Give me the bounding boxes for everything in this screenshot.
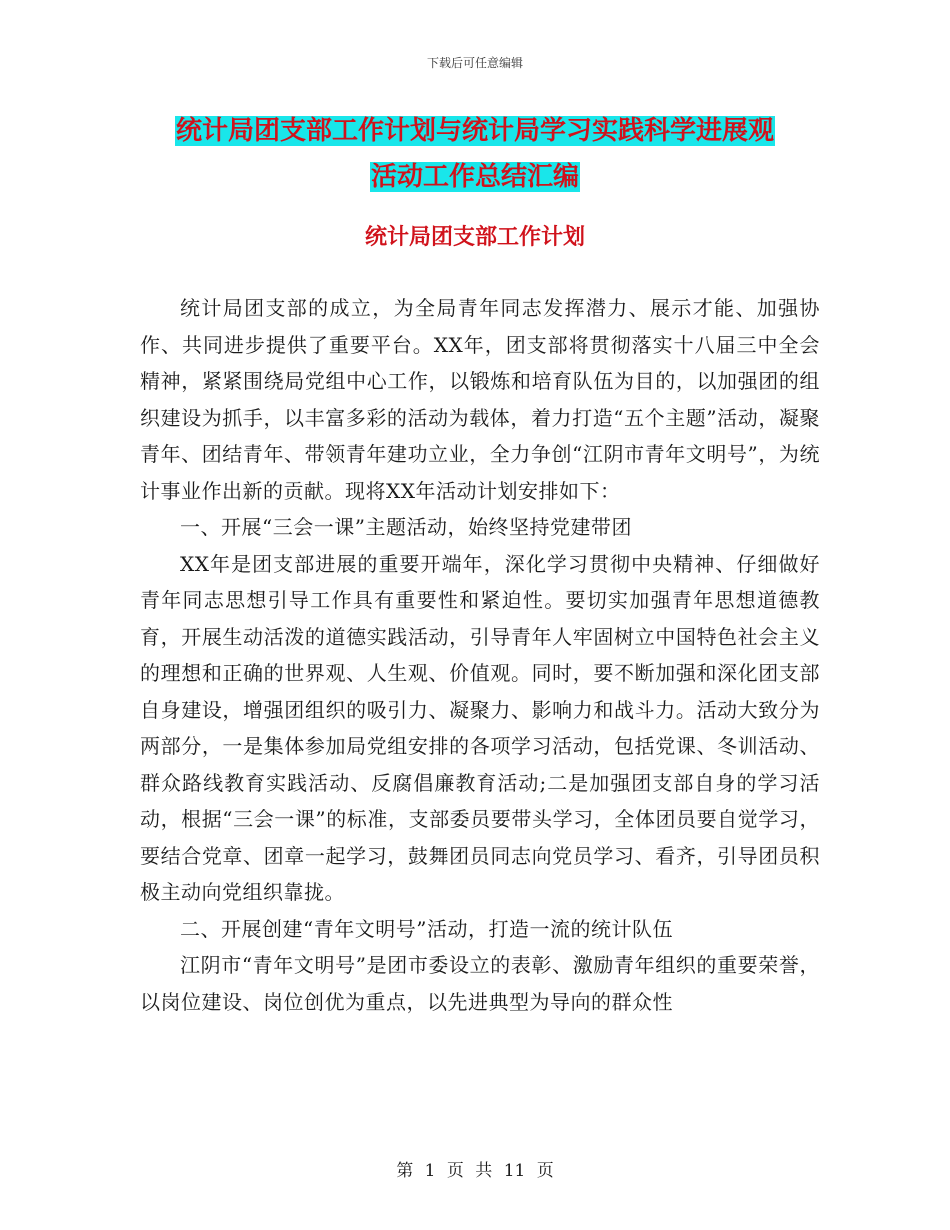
paragraph: 江阴市“青年文明号”是团市委设立的表彰、激励青年组织的重要荣誉，以岗位建设、岗位创优为重点，以先进典型为导向的群众性 bbox=[140, 953, 820, 1014]
document-body bbox=[140, 290, 820, 1020]
document-title-line-1: 统计局团支部工作计划与统计局学习实践科学进展观 bbox=[175, 116, 774, 146]
header-note: 下载后可任意编辑 bbox=[426, 56, 523, 70]
document-title bbox=[140, 108, 810, 200]
page-number-footer: 第 1 页 共 11 页 bbox=[396, 1161, 554, 1181]
document-title-line-2: 活动工作总结汇编 bbox=[370, 162, 579, 192]
paragraph: 一、开展“三会一课”主题活动，始终坚持党建带团 bbox=[180, 515, 632, 539]
paragraph: 二、开展创建“青年文明号”活动，打造一流的统计队伍 bbox=[180, 916, 673, 941]
paragraph: 统计局团支部的成立，为全局青年同志发挥潜力、展示才能、加强协作、共同进步提供了重要平台。XX年，团支部将贯彻落实十八届三中全会精神，紧紧围绕局党组中心工作，以锻炼和培育队伍为目的，以加强团的组织建设为抓手，以丰富多彩的活动为载体，着力打造“五个主题”活动，凝聚青年、团结青年、带领青年建功立业，全力争创“江阴市青年文明号”，为统计事业作出新的贡献。现将XX年活动计划安排如下： bbox=[140, 296, 820, 503]
paragraph: XX年是团支部进展的重要开端年，深化学习贯彻中央精神、仔细做好青年同志思想引导工作具有重要性和紧迫性。要切实加强青年思想道德教育，开展生动活泼的道德实践活动，引导青年人牢固树立中国特色社会主义的理想和正确的世界观、人生观、价值观。同时，要不断加强和深化团支部自身建设，增强团组织的吸引力、凝聚力、影响力和战斗力。活动大致分为两部分，一是集体参加局党组安排的各项学习活动，包括党课、冬训活动、群众路线教育实践活动、反腐倡廉教育活动;二是加强团支部自身的学习活动，根据“三会一课”的标准，支部委员要带头学习，全体团员要自觉学习，要结合党章、团章一起学习，鼓舞团员同志向党员学习、看齐，引导团员积极主动向党组织靠拢。 bbox=[140, 551, 820, 904]
section-title: 统计局团支部工作计划 bbox=[364, 225, 585, 250]
